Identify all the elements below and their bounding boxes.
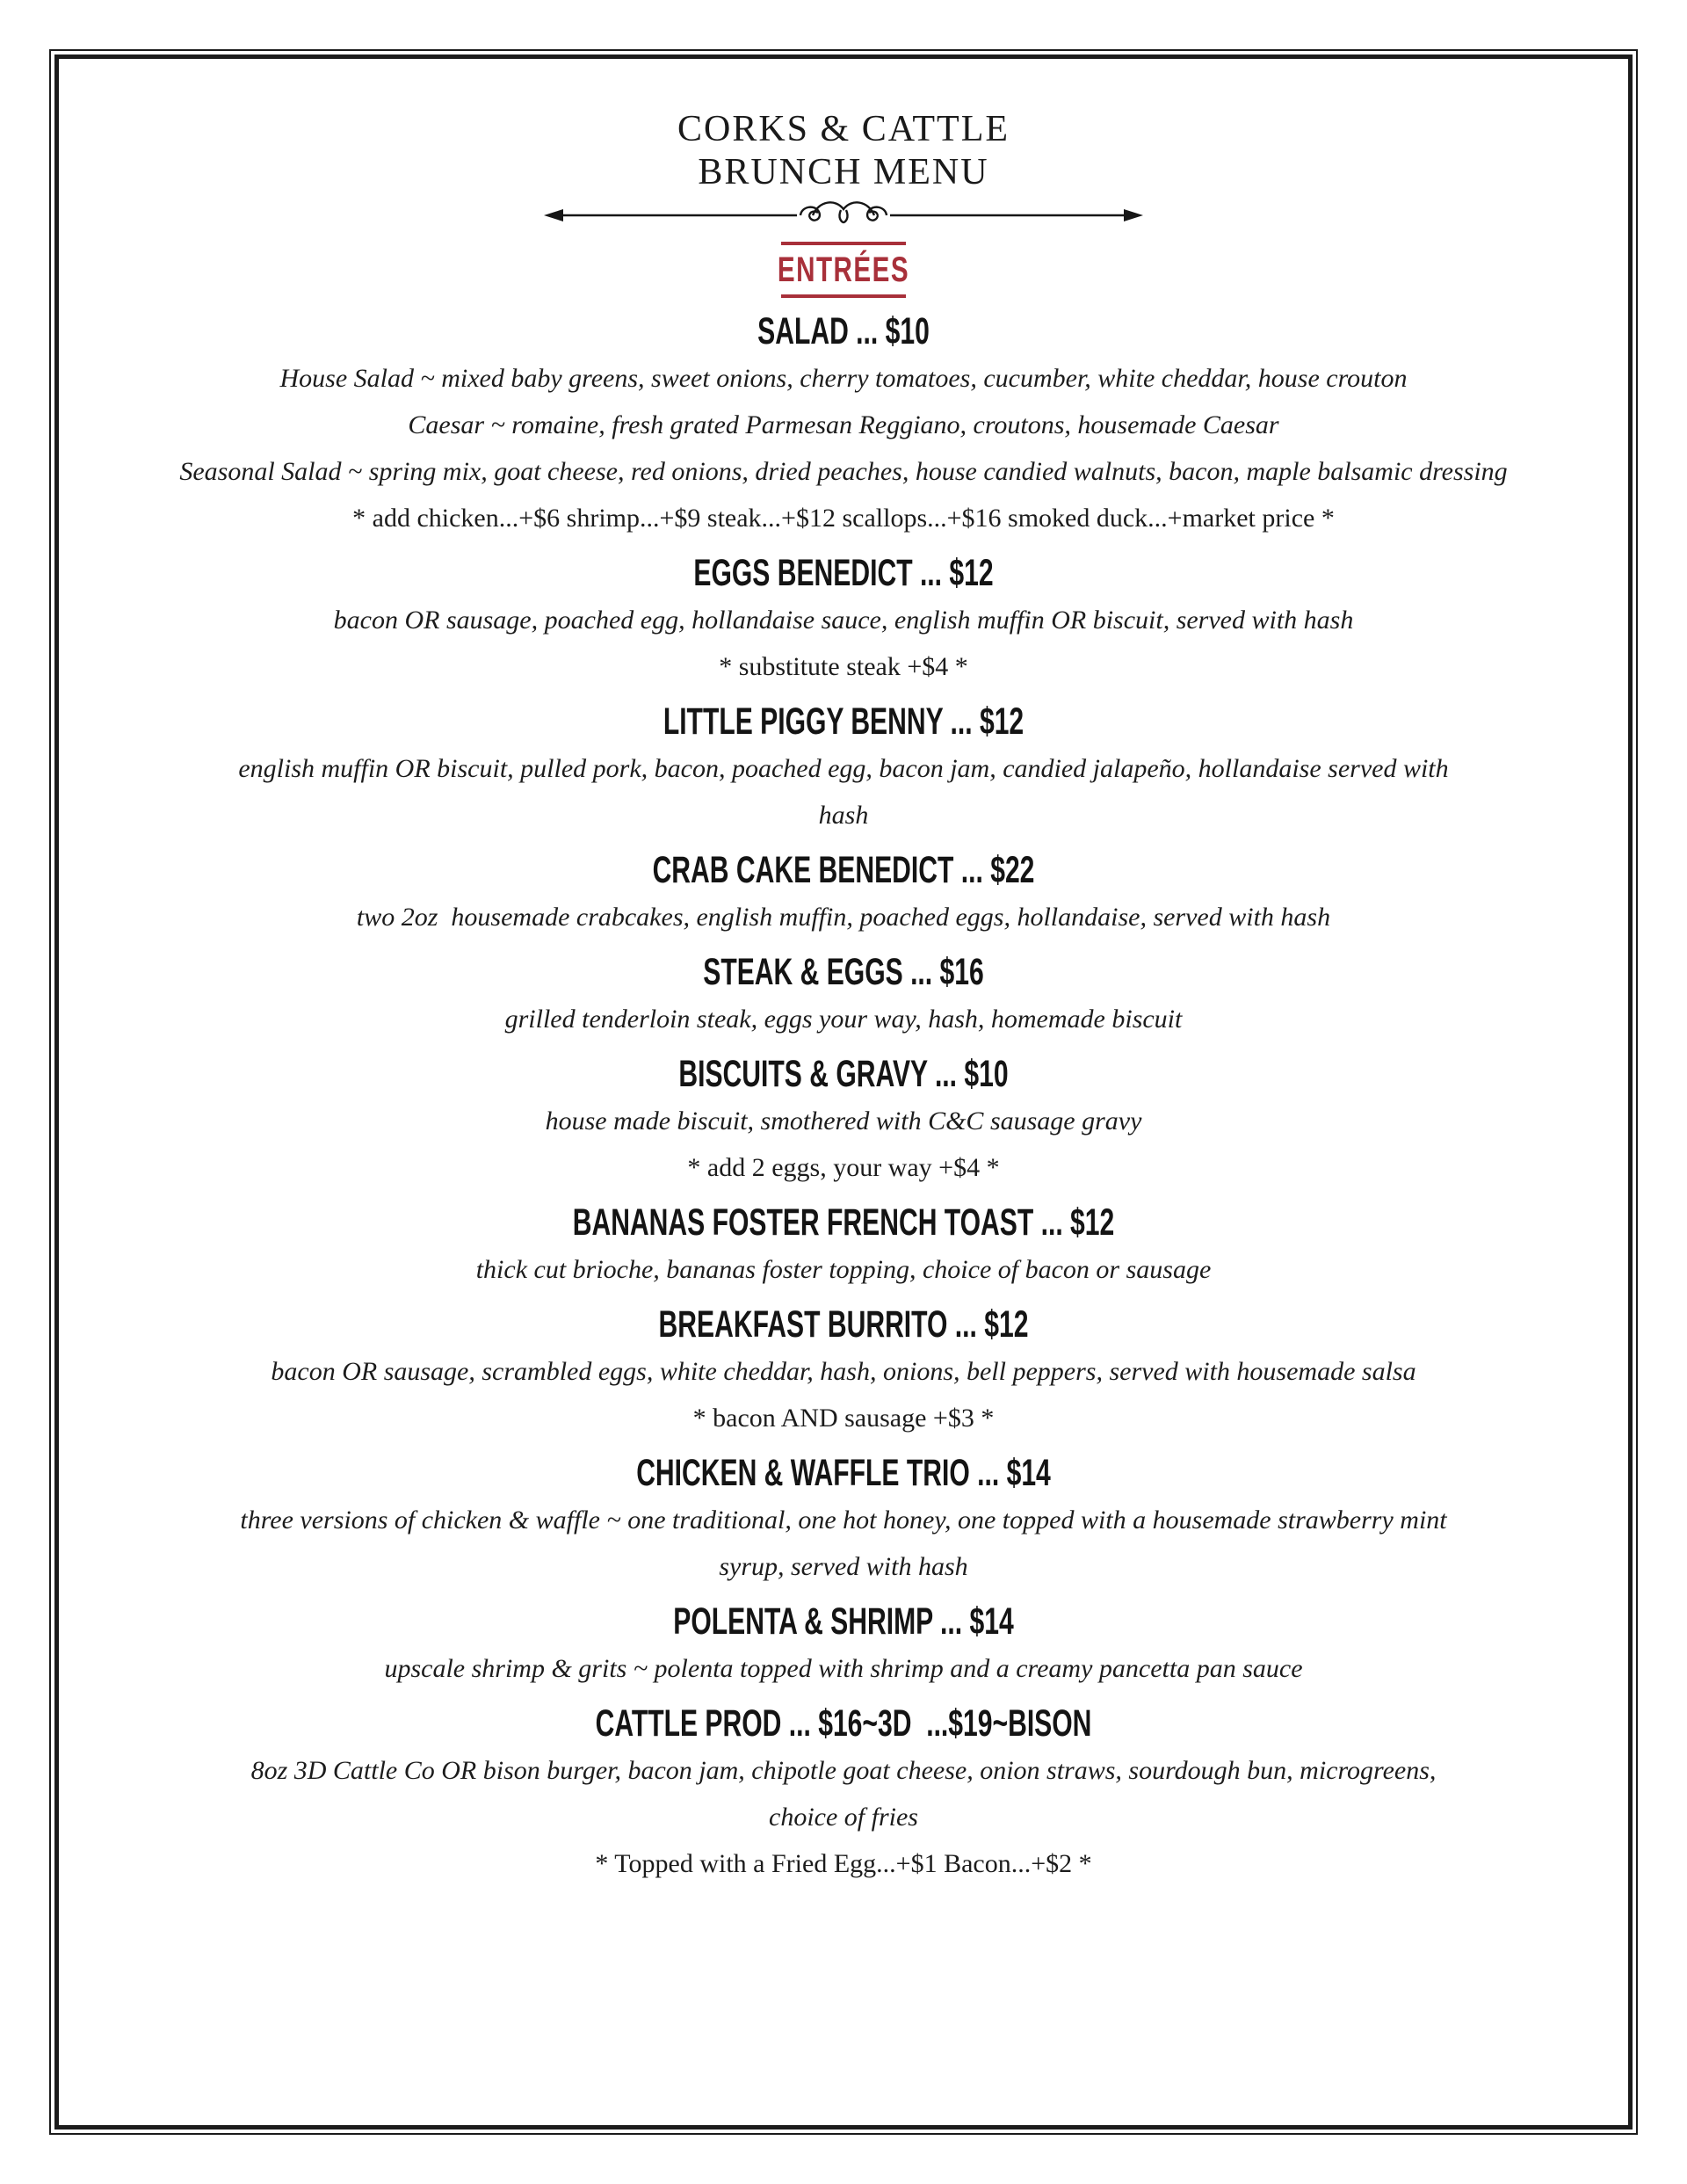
menu-item-description-line: choice of fries [769,1803,918,1832]
menu-item [70,847,1617,940]
menu-item-note-line: * add 2 eggs, your way +$4 * [687,1153,1000,1182]
menu-item-name: CATTLE PROD ... $16~3D ...$19~BISON [595,1702,1092,1745]
menu-item-description-line: Seasonal Salad ~ spring mix, goat cheese, red onions, dried peaches, house candied walnuts, bacon, maple balsamic dressing [179,457,1508,486]
menu-item-name: BREAKFAST BURRITO ... $12 [658,1303,1029,1346]
menu-item-note-line: * Topped with a Fried Egg...+$1 Bacon...+$2 * [595,1849,1092,1878]
scroll-ornament-icon [797,200,890,231]
menu-item-note-line: * add chicken...+$6 shrimp...+$9 steak...+$12 scallops...+$16 smoked duck...+market price * [352,504,1335,533]
menu-item-note-line: * bacon AND sausage +$3 * [692,1404,995,1433]
menu-item-description-line: two 2oz housemade crabcakes, english muffin, poached eggs, hollandaise, served with hash [356,903,1331,932]
menu-item-description-line: grilled tenderloin steak, eggs your way, hash, homemade biscuit [504,1005,1183,1034]
menu-item [70,1051,1617,1191]
menu-items [70,308,1617,1887]
menu-item-name: BISCUITS & GRAVY ... $10 [678,1053,1009,1095]
entrees-top-rule [781,242,906,245]
menu-item [70,1701,1617,1887]
menu-content [70,59,1617,1887]
menu-item-description-line: bacon OR sausage, scrambled eggs, white cheddar, hash, onions, bell peppers, served with housemade salsa [271,1357,1416,1386]
menu-item [70,308,1617,541]
section-entrees-label: ENTRÉES [777,250,910,289]
menu-item [70,1450,1617,1590]
menu-item-description-line: thick cut brioche, bananas foster topping, choice of bacon or sausage [475,1255,1212,1284]
menu-item-name: CRAB CAKE BENEDICT ... $22 [652,849,1035,891]
menu-item-name: POLENTA & SHRIMP ... $14 [673,1600,1014,1643]
menu-item [70,550,1617,690]
menu-item-description-line: three versions of chicken & waffle ~ one traditional, one hot honey, one topped with a housemade strawberry mint [240,1506,1447,1535]
menu-item-name: EGGS BENEDICT ... $12 [693,552,994,594]
right-arrow-icon [1124,209,1143,221]
title-divider [540,198,1147,233]
menu-item-description-line: House Salad ~ mixed baby greens, sweet onions, cherry tomatoes, cucumber, white cheddar, house crouton [279,364,1408,393]
menu-item-note-line: * substitute steak +$4 * [719,652,968,681]
menu-item [70,1200,1617,1293]
menu-item-description-line: hash [818,801,869,830]
menu-item [70,1599,1617,1692]
menu-item-name: CHICKEN & WAFFLE TRIO ... $14 [636,1452,1051,1494]
menu-item-name: SALAD ... $10 [757,310,930,352]
section-entrees [70,242,1617,298]
menu-item-description-line: house made biscuit, smothered with C&C sausage gravy [545,1107,1142,1136]
menu-item-description-line: syrup, served with hash [719,1552,968,1581]
restaurant-name: CORKS & CATTLE [677,109,1010,149]
menu-item [70,949,1617,1042]
menu-item-name: STEAK & EGGS ... $16 [703,951,984,993]
menu-item-description-line: 8oz 3D Cattle Co OR bison burger, bacon jam, chipotle goat cheese, onion straws, sourdough bun, microgreens, [250,1756,1437,1785]
menu-item [70,1302,1617,1441]
left-arrow-icon [544,209,563,221]
menu-item-name: LITTLE PIGGY BENNY ... $12 [662,700,1025,743]
menu-item-description-line: english muffin OR biscuit, pulled pork, bacon, poached egg, bacon jam, candied jalapeño, hollandaise served with [238,754,1449,783]
menu-item [70,699,1617,838]
menu-item-description-line: bacon OR sausage, poached egg, hollandaise sauce, english muffin OR biscuit, served with hash [333,606,1354,635]
entrees-bottom-rule [781,294,906,298]
menu-item-description-line: upscale shrimp & grits ~ polenta topped with shrimp and a creamy pancetta pan sauce [384,1654,1303,1683]
menu-item-name: BANANAS FOSTER FRENCH TOAST ... $12 [572,1201,1115,1244]
menu-item-description-line: Caesar ~ romaine, fresh grated Parmesan Reggiano, croutons, housemade Caesar [408,410,1279,439]
menu-title: BRUNCH MENU [698,152,989,192]
